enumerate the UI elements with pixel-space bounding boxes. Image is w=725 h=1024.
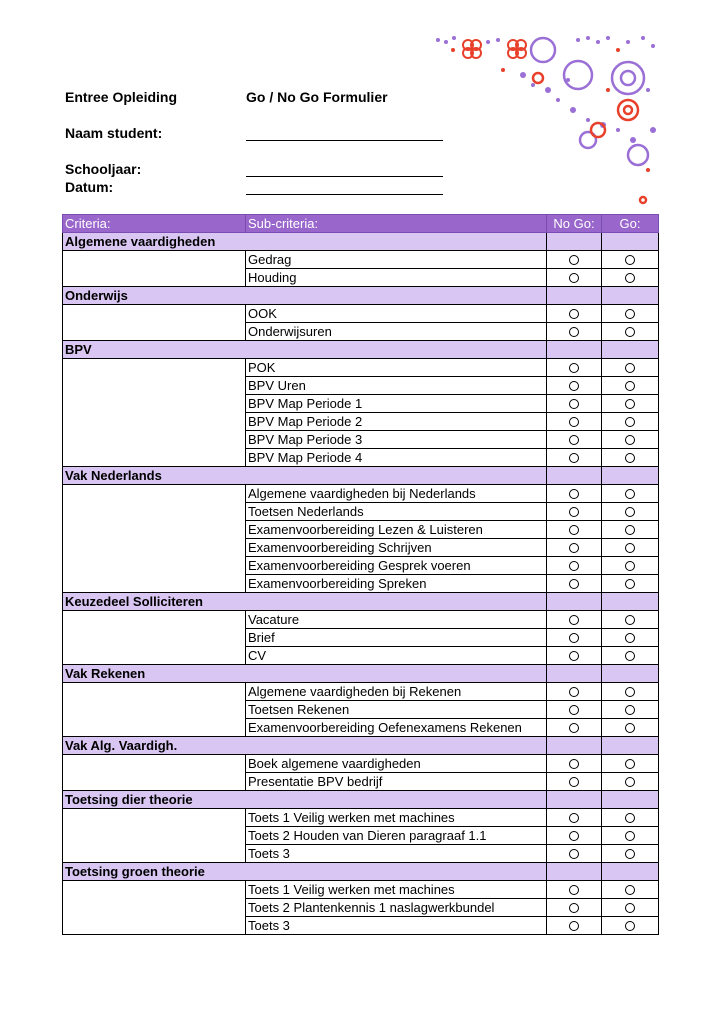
go-cell [602, 899, 659, 917]
section-title: Vak Alg. Vaardigh. [63, 737, 547, 755]
table-row [63, 809, 659, 827]
go-cell [602, 557, 659, 575]
go-radio[interactable] [625, 579, 635, 589]
no-go-radio[interactable] [569, 849, 579, 859]
go-cell [602, 305, 659, 323]
section-row [63, 593, 659, 611]
go-cell [602, 413, 659, 431]
sub-criteria-cell: BPV Uren [246, 377, 547, 395]
go-radio[interactable] [625, 759, 635, 769]
table-row [63, 251, 659, 269]
no-go-radio[interactable] [569, 705, 579, 715]
no-go-cell [547, 413, 602, 431]
col-no-go: No Go: [547, 215, 602, 233]
go-cell [602, 449, 659, 467]
go-cell [602, 539, 659, 557]
no-go-cell [547, 359, 602, 377]
no-go-cell [547, 845, 602, 863]
sub-criteria-cell: Vacature [246, 611, 547, 629]
sub-criteria-cell: OOK [246, 305, 547, 323]
go-radio[interactable] [625, 633, 635, 643]
schooljaar-field[interactable] [246, 176, 443, 177]
datum-label: Datum: [65, 179, 114, 195]
sub-criteria-cell: Toets 3 [246, 845, 547, 863]
section-empty-cell [602, 593, 659, 611]
go-cell [602, 827, 659, 845]
no-go-radio[interactable] [569, 813, 579, 823]
no-go-radio[interactable] [569, 399, 579, 409]
no-go-radio[interactable] [569, 417, 579, 427]
sub-criteria-cell: Toets 2 Houden van Dieren paragraaf 1.1 [246, 827, 547, 845]
no-go-cell [547, 701, 602, 719]
no-go-radio[interactable] [569, 903, 579, 913]
go-radio[interactable] [625, 327, 635, 337]
section-title: Toetsing groen theorie [63, 863, 547, 881]
section-empty-cell [602, 287, 659, 305]
go-cell [602, 809, 659, 827]
go-cell [602, 395, 659, 413]
no-go-radio[interactable] [569, 777, 579, 787]
section-empty-cell [602, 737, 659, 755]
sub-criteria-cell: BPV Map Periode 3 [246, 431, 547, 449]
section-title: BPV [63, 341, 547, 359]
section-row [63, 341, 659, 359]
section-empty-cell [547, 233, 602, 251]
table-header-row [63, 215, 659, 233]
col-sub-criteria: Sub-criteria: [246, 215, 547, 233]
go-cell [602, 647, 659, 665]
no-go-radio[interactable] [569, 579, 579, 589]
sub-criteria-cell: BPV Map Periode 1 [246, 395, 547, 413]
no-go-cell [547, 575, 602, 593]
section-row [63, 467, 659, 485]
go-radio[interactable] [625, 903, 635, 913]
sub-criteria-cell: Presentatie BPV bedrijf [246, 773, 547, 791]
no-go-cell [547, 719, 602, 737]
section-empty-cell [602, 467, 659, 485]
go-radio[interactable] [625, 381, 635, 391]
no-go-radio[interactable] [569, 309, 579, 319]
go-cell [602, 629, 659, 647]
go-radio[interactable] [625, 543, 635, 553]
go-cell [602, 521, 659, 539]
go-radio[interactable] [625, 813, 635, 823]
program-title: Entree Opleiding [65, 89, 178, 105]
no-go-radio[interactable] [569, 561, 579, 571]
no-go-radio[interactable] [569, 507, 579, 517]
criteria-table [62, 214, 659, 935]
naam-student-field[interactable] [246, 140, 443, 141]
no-go-radio[interactable] [569, 921, 579, 931]
no-go-radio[interactable] [569, 327, 579, 337]
go-radio[interactable] [625, 363, 635, 373]
section-row [63, 791, 659, 809]
no-go-cell [547, 521, 602, 539]
sub-criteria-cell: POK [246, 359, 547, 377]
col-go: Go: [602, 215, 659, 233]
go-radio[interactable] [625, 273, 635, 283]
section-title: Algemene vaardigheden [63, 233, 547, 251]
section-row [63, 233, 659, 251]
go-radio[interactable] [625, 615, 635, 625]
go-radio[interactable] [625, 489, 635, 499]
criteria-cell [63, 881, 246, 935]
no-go-cell [547, 557, 602, 575]
go-cell [602, 377, 659, 395]
criteria-cell [63, 611, 246, 665]
go-cell [602, 251, 659, 269]
no-go-cell [547, 917, 602, 935]
sub-criteria-cell: Toets 1 Veilig werken met machines [246, 881, 547, 899]
section-empty-cell [547, 287, 602, 305]
go-radio[interactable] [625, 885, 635, 895]
section-title: Toetsing dier theorie [63, 791, 547, 809]
go-cell [602, 755, 659, 773]
no-go-cell [547, 485, 602, 503]
go-cell [602, 719, 659, 737]
go-radio[interactable] [625, 849, 635, 859]
criteria-cell [63, 683, 246, 737]
no-go-radio[interactable] [569, 687, 579, 697]
sub-criteria-cell: Brief [246, 629, 547, 647]
section-empty-cell [547, 467, 602, 485]
go-cell [602, 575, 659, 593]
section-title: Onderwijs [63, 287, 547, 305]
section-title: Vak Nederlands [63, 467, 547, 485]
section-title: Vak Rekenen [63, 665, 547, 683]
section-empty-cell [547, 737, 602, 755]
no-go-cell [547, 431, 602, 449]
table-row [63, 305, 659, 323]
go-radio[interactable] [625, 507, 635, 517]
go-radio[interactable] [625, 255, 635, 265]
no-go-cell [547, 755, 602, 773]
sub-criteria-cell: Examenvoorbereiding Gesprek voeren [246, 557, 547, 575]
go-cell [602, 485, 659, 503]
section-title: Keuzedeel Solliciteren [63, 593, 547, 611]
criteria-cell [63, 305, 246, 341]
go-radio[interactable] [625, 435, 635, 445]
go-cell [602, 431, 659, 449]
section-empty-cell [602, 665, 659, 683]
criteria-cell [63, 809, 246, 863]
go-radio[interactable] [625, 723, 635, 733]
sub-criteria-cell: Algemene vaardigheden bij Rekenen [246, 683, 547, 701]
no-go-radio[interactable] [569, 435, 579, 445]
sub-criteria-cell: Examenvoorbereiding Lezen & Luisteren [246, 521, 547, 539]
table-row [63, 485, 659, 503]
sub-criteria-cell: BPV Map Periode 2 [246, 413, 547, 431]
go-radio[interactable] [625, 399, 635, 409]
go-cell [602, 845, 659, 863]
no-go-cell [547, 611, 602, 629]
go-radio[interactable] [625, 525, 635, 535]
section-row [63, 737, 659, 755]
go-radio[interactable] [625, 777, 635, 787]
sub-criteria-cell: Examenvoorbereiding Spreken [246, 575, 547, 593]
no-go-cell [547, 899, 602, 917]
table-row [63, 881, 659, 899]
no-go-cell [547, 647, 602, 665]
section-row [63, 287, 659, 305]
sub-criteria-cell: Examenvoorbereiding Oefenexamens Rekenen [246, 719, 547, 737]
no-go-radio[interactable] [569, 453, 579, 463]
section-empty-cell [547, 665, 602, 683]
col-criteria: Criteria: [63, 215, 246, 233]
go-cell [602, 359, 659, 377]
criteria-cell [63, 485, 246, 593]
criteria-cell [63, 251, 246, 287]
no-go-cell [547, 449, 602, 467]
no-go-radio[interactable] [569, 255, 579, 265]
go-radio[interactable] [625, 921, 635, 931]
decorative-pattern [428, 30, 663, 210]
section-empty-cell [547, 593, 602, 611]
go-cell [602, 773, 659, 791]
no-go-cell [547, 539, 602, 557]
no-go-cell [547, 503, 602, 521]
no-go-radio[interactable] [569, 489, 579, 499]
no-go-radio[interactable] [569, 723, 579, 733]
sub-criteria-cell: Toets 1 Veilig werken met machines [246, 809, 547, 827]
datum-field[interactable] [246, 194, 443, 195]
sub-criteria-cell: BPV Map Periode 4 [246, 449, 547, 467]
no-go-cell [547, 683, 602, 701]
no-go-cell [547, 827, 602, 845]
section-empty-cell [602, 233, 659, 251]
sub-criteria-cell: CV [246, 647, 547, 665]
no-go-cell [547, 377, 602, 395]
go-radio[interactable] [625, 651, 635, 661]
form-title: Go / No Go Formulier [246, 89, 388, 105]
go-radio[interactable] [625, 705, 635, 715]
criteria-cell [63, 359, 246, 467]
go-cell [602, 701, 659, 719]
section-empty-cell [602, 791, 659, 809]
sub-criteria-cell: Toetsen Rekenen [246, 701, 547, 719]
sub-criteria-cell: Gedrag [246, 251, 547, 269]
go-cell [602, 269, 659, 287]
no-go-cell [547, 269, 602, 287]
no-go-radio[interactable] [569, 831, 579, 841]
no-go-radio[interactable] [569, 381, 579, 391]
go-cell [602, 683, 659, 701]
no-go-radio[interactable] [569, 273, 579, 283]
sub-criteria-cell: Algemene vaardigheden bij Nederlands [246, 485, 547, 503]
go-cell [602, 503, 659, 521]
sub-criteria-cell: Examenvoorbereiding Schrijven [246, 539, 547, 557]
section-empty-cell [602, 341, 659, 359]
section-empty-cell [547, 791, 602, 809]
go-radio[interactable] [625, 561, 635, 571]
go-cell [602, 611, 659, 629]
no-go-radio[interactable] [569, 885, 579, 895]
go-radio[interactable] [625, 687, 635, 697]
no-go-cell [547, 809, 602, 827]
go-radio[interactable] [625, 309, 635, 319]
schooljaar-label: Schooljaar: [65, 161, 142, 177]
sub-criteria-cell: Toets 3 [246, 917, 547, 935]
go-cell [602, 917, 659, 935]
section-empty-cell [602, 863, 659, 881]
no-go-cell [547, 881, 602, 899]
sub-criteria-cell: Toets 2 Plantenkennis 1 naslagwerkbundel [246, 899, 547, 917]
no-go-cell [547, 629, 602, 647]
sub-criteria-cell: Onderwijsuren [246, 323, 547, 341]
no-go-radio[interactable] [569, 651, 579, 661]
go-cell [602, 881, 659, 899]
table-row [63, 683, 659, 701]
go-cell [602, 323, 659, 341]
no-go-cell [547, 773, 602, 791]
no-go-radio[interactable] [569, 525, 579, 535]
section-row [63, 665, 659, 683]
naam-student-label: Naam student: [65, 125, 163, 141]
no-go-cell [547, 305, 602, 323]
table-row [63, 611, 659, 629]
no-go-cell [547, 395, 602, 413]
no-go-cell [547, 251, 602, 269]
go-radio[interactable] [625, 417, 635, 427]
go-radio[interactable] [625, 453, 635, 463]
table-row [63, 755, 659, 773]
sub-criteria-cell: Toetsen Nederlands [246, 503, 547, 521]
no-go-radio[interactable] [569, 543, 579, 553]
sub-criteria-cell: Houding [246, 269, 547, 287]
section-empty-cell [547, 863, 602, 881]
criteria-cell [63, 755, 246, 791]
sub-criteria-cell: Boek algemene vaardigheden [246, 755, 547, 773]
no-go-radio[interactable] [569, 615, 579, 625]
no-go-radio[interactable] [569, 633, 579, 643]
no-go-radio[interactable] [569, 759, 579, 769]
go-radio[interactable] [625, 831, 635, 841]
section-empty-cell [547, 341, 602, 359]
no-go-cell [547, 323, 602, 341]
section-row [63, 863, 659, 881]
no-go-radio[interactable] [569, 363, 579, 373]
table-row [63, 359, 659, 377]
